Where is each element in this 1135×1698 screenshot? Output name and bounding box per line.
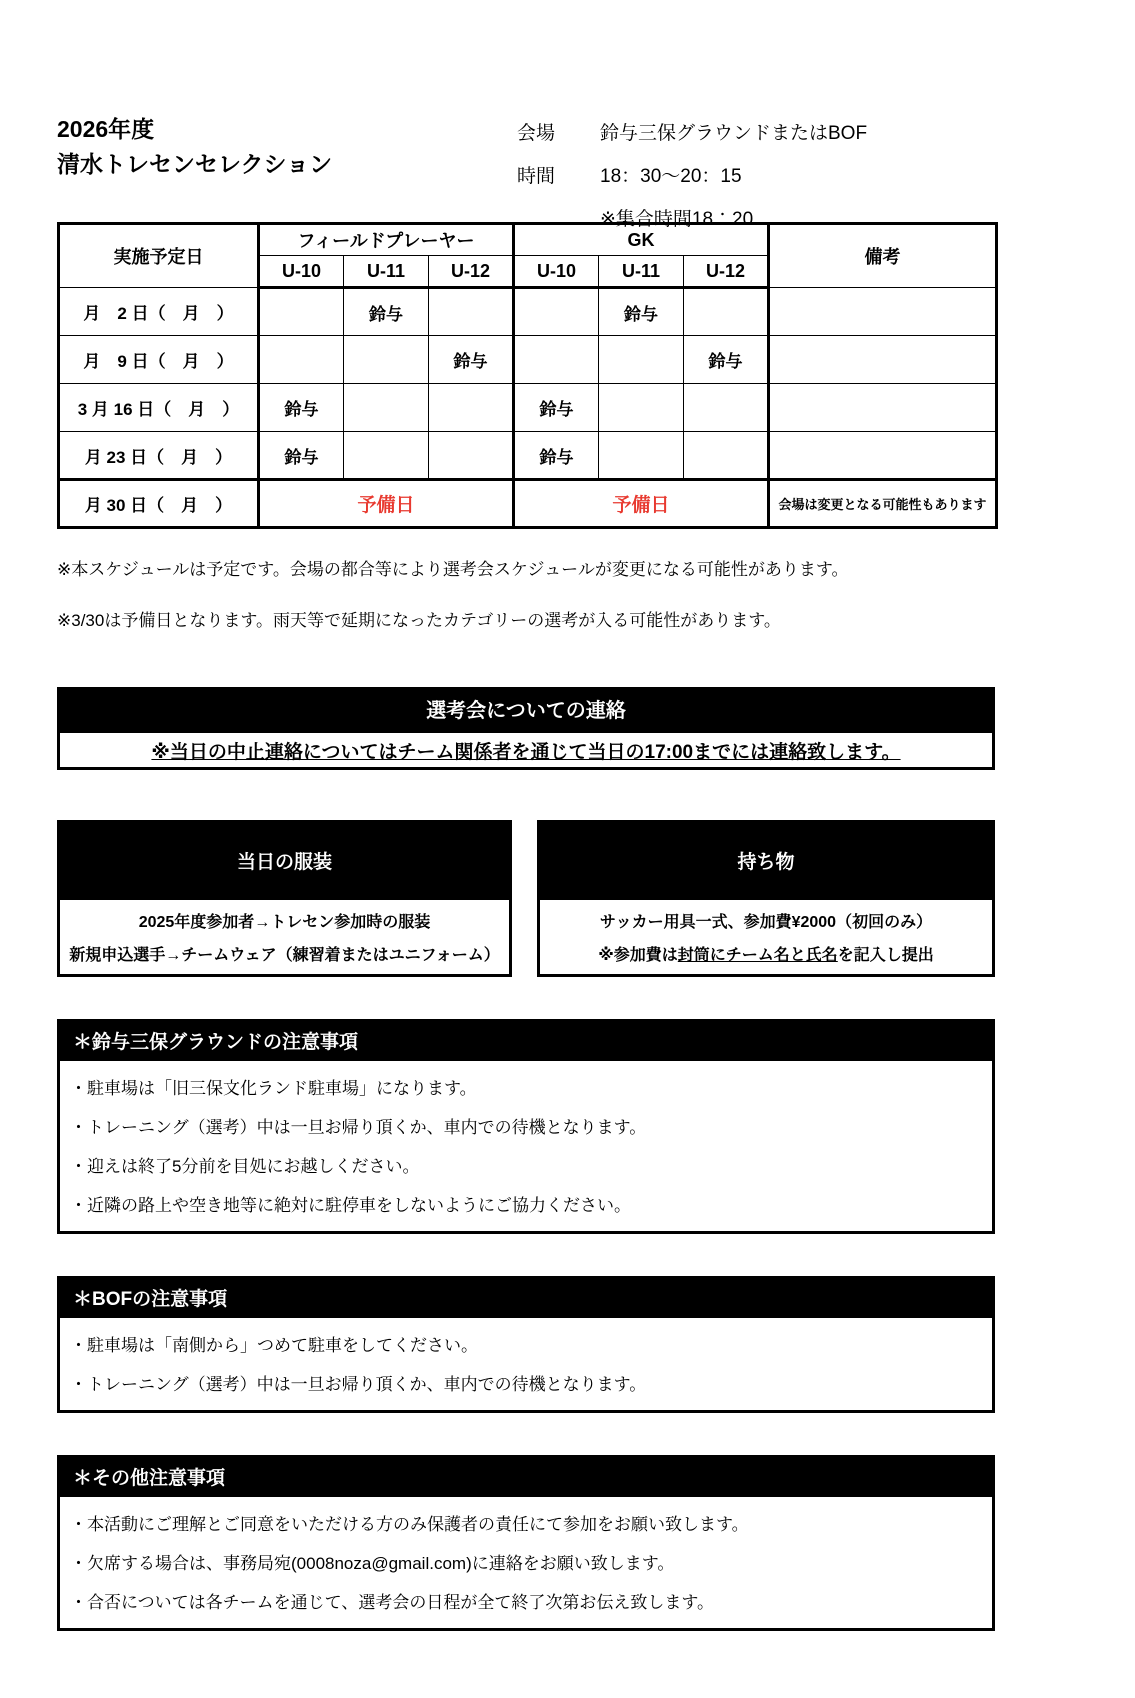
gk-u10-cell [514, 288, 599, 336]
section-other-header: ＊その他注意事項 [57, 1455, 995, 1497]
belongings-box [537, 820, 995, 977]
schedule-note-2: ※3/30は予備日となります。雨天等で延期になったカテゴリーの選考が入る可能性があります。 [57, 611, 781, 630]
section-item: ・欠席する場合は、事務局宛(0008noza@gmail.com)に連絡をお願い致します。 [70, 1554, 675, 1573]
header-fp-u10: U-10 [259, 256, 344, 288]
section-suzuyo-miho [57, 1019, 995, 1234]
clothing-line-1: 2025年度参加者→トレセン参加時の服装 [138, 914, 431, 932]
fp-u12-cell [429, 432, 514, 480]
belongings-line-1: サッカー用具一式、参加費¥2000（初回のみ） [599, 914, 933, 932]
date-cell: 月 2 日（ 月 ） [59, 288, 259, 336]
venue-value: 鈴与三保グラウンドまたはBOF [600, 123, 868, 144]
fp-u11-cell [344, 336, 429, 384]
remarks-cell [769, 432, 997, 480]
fee-note-suffix: を記入し提出 [837, 946, 934, 964]
section-bof-header: ＊BOFの注意事項 [57, 1276, 995, 1318]
document-header [57, 112, 995, 230]
schedule-note-1: ※本スケジュールは予定です。会場の都合等により選考会スケジュールが変更になる可能性があります。 [57, 560, 849, 579]
info-boxes [57, 820, 995, 977]
schedule-table [57, 222, 998, 529]
section-item: ・合否については各チームを通じて、選考会の日程が全て終了次第お伝え致します。 [70, 1593, 714, 1612]
time-value: 18：30～20：15 [600, 166, 742, 187]
fp-u12-cell [429, 384, 514, 432]
section-other-body [57, 1497, 995, 1631]
clothing-line-2: 新規申込選手→チームウェア（練習着またはユニフォーム） [69, 946, 500, 964]
header-remarks: 備考 [769, 224, 997, 288]
gk-reserve-cell: 予備日 [514, 480, 769, 528]
gk-u11-cell: 鈴与 [599, 288, 684, 336]
clothing-body [57, 900, 512, 977]
clothing-box [57, 820, 512, 977]
schedule-row [59, 336, 997, 384]
cancellation-notice-text: ※当日の中止連絡についてはチーム関係者を通じて当日の17:00までには連絡致します。 [151, 741, 901, 763]
section-item: ・トレーニング（選考）中は一旦お帰り頂くか、車内での待機となります。 [70, 1375, 647, 1394]
schedule-row [59, 432, 997, 480]
fp-u10-cell: 鈴与 [259, 432, 344, 480]
fp-u10-cell: 鈴与 [259, 384, 344, 432]
header-gk-u12: U-12 [684, 256, 769, 288]
gk-u10-cell: 鈴与 [514, 384, 599, 432]
section-suzuyo-miho-header: ＊鈴与三保グラウンドの注意事項 [57, 1019, 995, 1061]
gk-u12-cell [684, 384, 769, 432]
fp-u10-cell [259, 336, 344, 384]
header-fp-u12: U-12 [429, 256, 514, 288]
remarks-cell [769, 288, 997, 336]
schedule-row [59, 288, 997, 336]
fp-u11-cell [344, 384, 429, 432]
gk-u12-cell [684, 288, 769, 336]
schedule-row-reserve [59, 480, 997, 528]
gk-u11-cell [599, 336, 684, 384]
section-item: ・本活動にご理解とご同意をいただける方のみ保護者の責任にて参加をお願い致します。 [70, 1515, 749, 1534]
section-bof-body [57, 1318, 995, 1413]
page-title-name: 清水トレセンセレクション [57, 150, 333, 177]
gk-u10-cell [514, 336, 599, 384]
clothing-header: 当日の服装 [57, 820, 512, 900]
belongings-body [537, 900, 995, 977]
fp-u12-cell [429, 288, 514, 336]
gk-u11-cell [599, 432, 684, 480]
section-other [57, 1455, 995, 1631]
meeting-time-note: ※集合時間18：20 [600, 209, 754, 230]
venue-row [517, 118, 867, 145]
contact-banner: 選考会についての連絡 [57, 687, 995, 730]
section-item: ・近隣の路上や空き地等に絶対に駐停車をしないようにご協力ください。 [70, 1196, 631, 1215]
remarks-reserve-cell: 会場は変更となる可能性もあります [769, 480, 997, 528]
header-gk: GK [514, 224, 769, 256]
section-suzuyo-miho-body [57, 1061, 995, 1234]
gk-u10-cell: 鈴与 [514, 432, 599, 480]
fp-u11-cell [344, 432, 429, 480]
fp-u10-cell [259, 288, 344, 336]
gk-u11-cell [599, 384, 684, 432]
remarks-cell [769, 384, 997, 432]
time-label: 時間 [517, 166, 556, 187]
header-date: 実施予定日 [59, 224, 259, 288]
remarks-cell [769, 336, 997, 384]
header-gk-u10: U-10 [514, 256, 599, 288]
section-item: ・駐車場は「旧三保文化ランド駐車場」になります。 [70, 1079, 477, 1098]
time-row [517, 161, 867, 188]
cancellation-notice [57, 730, 995, 770]
belongings-line-2 [540, 942, 992, 965]
header-gk-u11: U-11 [599, 256, 684, 288]
event-info [517, 118, 867, 231]
belongings-header: 持ち物 [537, 820, 995, 900]
date-cell: 月 30 日（ 月 ） [59, 480, 259, 528]
section-item: ・迎えは終了5分前を目処にお越しください。 [70, 1157, 420, 1176]
gk-u12-cell: 鈴与 [684, 336, 769, 384]
section-bof [57, 1276, 995, 1413]
fp-reserve-cell: 予備日 [259, 480, 514, 528]
fee-note-prefix: ※参加費は [598, 946, 678, 964]
date-cell: 月 9 日（ 月 ） [59, 336, 259, 384]
venue-label: 会場 [517, 123, 556, 144]
page-title-year: 2026年度 [57, 116, 155, 142]
header-fp-u11: U-11 [344, 256, 429, 288]
schedule-row [59, 384, 997, 432]
date-cell: 月 23 日（ 月 ） [59, 432, 259, 480]
header-field-players: フィールドプレーヤー [259, 224, 514, 256]
date-cell: 3 月 16 日（ 月 ） [59, 384, 259, 432]
section-item: ・駐車場は「南側から」つめて駐車をしてください。 [70, 1336, 478, 1355]
gk-u12-cell [684, 432, 769, 480]
fp-u12-cell: 鈴与 [429, 336, 514, 384]
fee-note-underlined: 封筒にチーム名と氏名 [677, 946, 838, 964]
fp-u11-cell: 鈴与 [344, 288, 429, 336]
section-item: ・トレーニング（選考）中は一旦お帰り頂くか、車内での待機となります。 [70, 1118, 647, 1137]
